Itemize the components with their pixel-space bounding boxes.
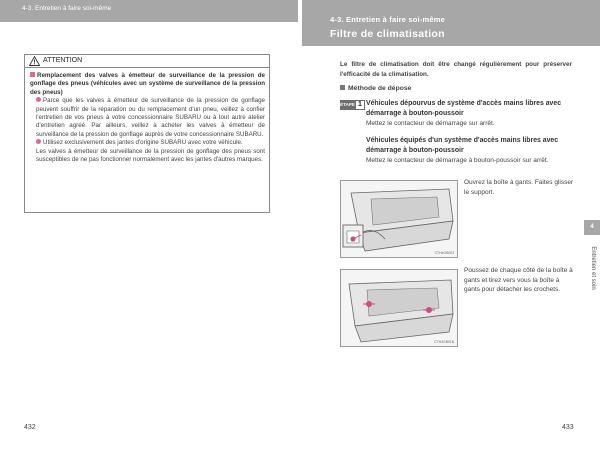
pink-square-icon <box>30 72 35 77</box>
intro-text: Le filtre de climatisation doit être changé régulièrement pour préserver l'efficacité de la climatisation. <box>340 61 572 78</box>
attention-heading-text: Remplacement des valves à émetteur de surveillance de la pression de gonflage des pneus (véhicules avec un système de surveillance de la pression des pneus) <box>30 72 265 96</box>
attention-heading <box>30 72 265 97</box>
step-2-text: Ouvrez la boîte à gants. Faites glisser le support. <box>464 179 574 196</box>
step-3-text: Poussez de chaque côté de la boîte à gants et tirez vers vous la boîte à gants pour détacher les crochets. <box>464 267 573 294</box>
attention-header <box>25 55 269 68</box>
gray-square-icon <box>340 85 345 90</box>
step-3-illustration <box>340 269 458 347</box>
pink-bullet-icon <box>36 139 41 144</box>
chapter-side-label: Entretien et soin <box>590 246 596 290</box>
attention-label: ATTENTION <box>43 57 83 64</box>
glove-box-open-drawing <box>341 181 458 258</box>
figure-code: CTH4GB01B <box>434 340 454 344</box>
page-title: Filtre de climatisation <box>330 28 445 40</box>
attention-bullet-1-text: Parce que les valves à émetteur de surveillance de la pression de gonflage peuvent souffrir de la réparation ou du remplacement d'un pneu, veillez à confier l'entretien de vos pneus à votre concessionnaire SUBARU ou à tout autre atelier d'entretien agréé. Par ailleurs, veillez à acheter les valves à émetteur de surveillance de la pression de gonflage auprès de votre concessionnaire SUBARU. <box>36 97 265 138</box>
attention-body <box>25 68 269 164</box>
step-1a-text: Mettez le contacteur de démarrage sur arrêt. <box>366 120 495 127</box>
right-header-section: 4-3. Entretien à faire soi-même <box>330 15 445 24</box>
left-page-number: 432 <box>24 424 36 431</box>
step-number: 1 <box>355 100 365 110</box>
warning-icon <box>29 56 40 66</box>
pink-bullet-icon <box>36 97 41 102</box>
attention-bullet-2-continuation: Les valves à émetteur de surveillance de la pression de gonflage des pneus sont susceptibles de ne pas fonctionner normalement avec les jantes d'autres marques. <box>36 147 265 164</box>
attention-bullet-1 <box>30 97 265 139</box>
method-heading <box>340 85 411 92</box>
step-tag: ÉTAPE <box>340 100 355 110</box>
left-header-title: 4-3. Entretien à faire soi-même <box>22 5 112 12</box>
right-page-number: 433 <box>562 424 574 431</box>
attention-box <box>24 54 270 213</box>
attention-bullet-2 <box>30 139 265 164</box>
step-1a-title: Véhicules dépourvus de système d'accès mains libres avec démarrage à bouton-poussoir <box>366 100 562 117</box>
left-header-bar <box>0 0 298 22</box>
step-1-badge <box>340 100 365 110</box>
step-1b-text: Mettez le contacteur de démarrage à bouton-poussoir sur arrêt. <box>366 157 549 164</box>
step-2-illustration <box>340 180 458 258</box>
method-heading-text: Méthode de dépose <box>348 85 412 92</box>
attention-bullet-2-text: Utilisez exclusivement des jantes d'origine SUBARU avec votre véhicule. <box>43 139 243 147</box>
step-1b-title: Véhicules équipés d'un système d'accès mains libres avec démarrage à bouton-poussoir <box>366 137 559 154</box>
right-header-bar <box>302 0 600 46</box>
figure-code: CTH4GB003 <box>434 251 454 255</box>
glove-box-hooks-drawing <box>341 270 458 347</box>
chapter-tab: 4 <box>584 220 600 235</box>
